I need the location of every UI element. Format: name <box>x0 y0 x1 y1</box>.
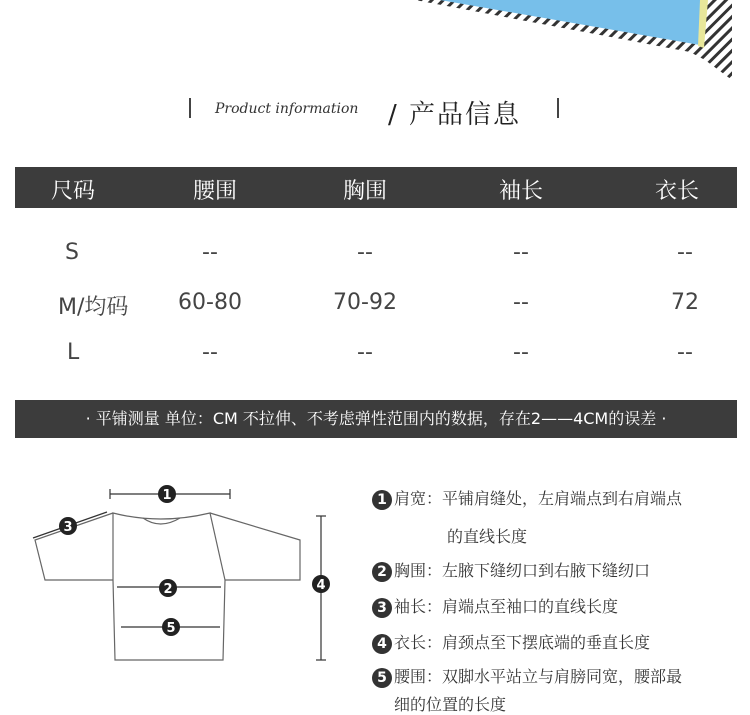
legend-number: 3 <box>372 598 392 618</box>
legend-item <box>372 630 650 654</box>
marker-5: 5 <box>166 621 176 636</box>
header-chest: 胸围 <box>342 179 387 204</box>
legend-item <box>372 664 682 688</box>
cell-chest: -- <box>357 240 373 265</box>
title-english: Product information <box>215 101 359 117</box>
legend-label: 胸围： <box>394 561 443 580</box>
garment-measurement-diagram <box>25 480 345 680</box>
legend-label: 衣长： <box>394 633 443 652</box>
cell-waist: 60-80 <box>178 290 242 315</box>
cell-chest: -- <box>357 340 373 365</box>
header-sleeve: 袖长 <box>498 179 543 204</box>
title-chinese: / 产品信息 <box>388 100 522 130</box>
legend-number: 1 <box>372 490 392 510</box>
legend-text: 平铺肩缝处，左肩端点到右肩端点 <box>442 489 683 508</box>
header-size: 尺码 <box>50 179 95 204</box>
table-row <box>15 240 737 276</box>
legend-label: 肩宽： <box>394 489 443 508</box>
table-row <box>15 290 737 326</box>
cell-size: M/均码 <box>58 295 129 320</box>
marker-4: 4 <box>316 578 326 593</box>
cell-size: L <box>67 340 80 365</box>
cell-size: S <box>65 240 79 265</box>
header-waist: 腰围 <box>192 179 237 204</box>
cell-sleeve: -- <box>513 240 529 265</box>
cell-length: -- <box>677 240 693 265</box>
legend-text-continued: 的直线长度 <box>447 527 528 546</box>
marker-3: 3 <box>63 520 73 535</box>
legend-text-continued: 细的位置的长度 <box>394 695 507 714</box>
cell-waist: -- <box>202 340 218 365</box>
legend-item <box>372 558 650 582</box>
legend-label: 袖长： <box>394 597 443 616</box>
title-divider-right <box>557 98 559 118</box>
legend-label: 腰围： <box>394 667 443 686</box>
table-row <box>15 340 737 376</box>
marker-2: 2 <box>163 582 173 597</box>
legend-text: 左腋下缝纫口到右腋下缝纫口 <box>442 561 651 580</box>
cell-chest: 70-92 <box>333 290 397 315</box>
header-length: 衣长 <box>654 179 699 204</box>
cell-sleeve: -- <box>513 340 529 365</box>
cell-length: -- <box>677 340 693 365</box>
legend-item <box>372 594 618 618</box>
marker-1: 1 <box>162 488 172 503</box>
legend-item <box>372 486 682 510</box>
measurement-note: · 平铺测量 单位：CM 不拉伸、不考虑弹性范围内的数据，存在2——4CM的误差 · <box>15 400 737 438</box>
legend-text: 肩颈点至下摆底端的垂直长度 <box>442 633 651 652</box>
decorative-header-graphic <box>0 0 750 90</box>
legend-number: 5 <box>372 668 392 688</box>
cell-length: 72 <box>671 290 699 315</box>
legend-text: 双脚水平站立与肩膀同宽，腰部最 <box>442 667 683 686</box>
cell-sleeve: -- <box>513 290 529 315</box>
section-title <box>0 94 750 130</box>
legend-number: 4 <box>372 634 392 654</box>
size-table-header <box>15 167 737 208</box>
legend-text: 肩端点至袖口的直线长度 <box>442 597 619 616</box>
legend-number: 2 <box>372 562 392 582</box>
cell-waist: -- <box>202 240 218 265</box>
title-divider-left <box>189 98 191 118</box>
